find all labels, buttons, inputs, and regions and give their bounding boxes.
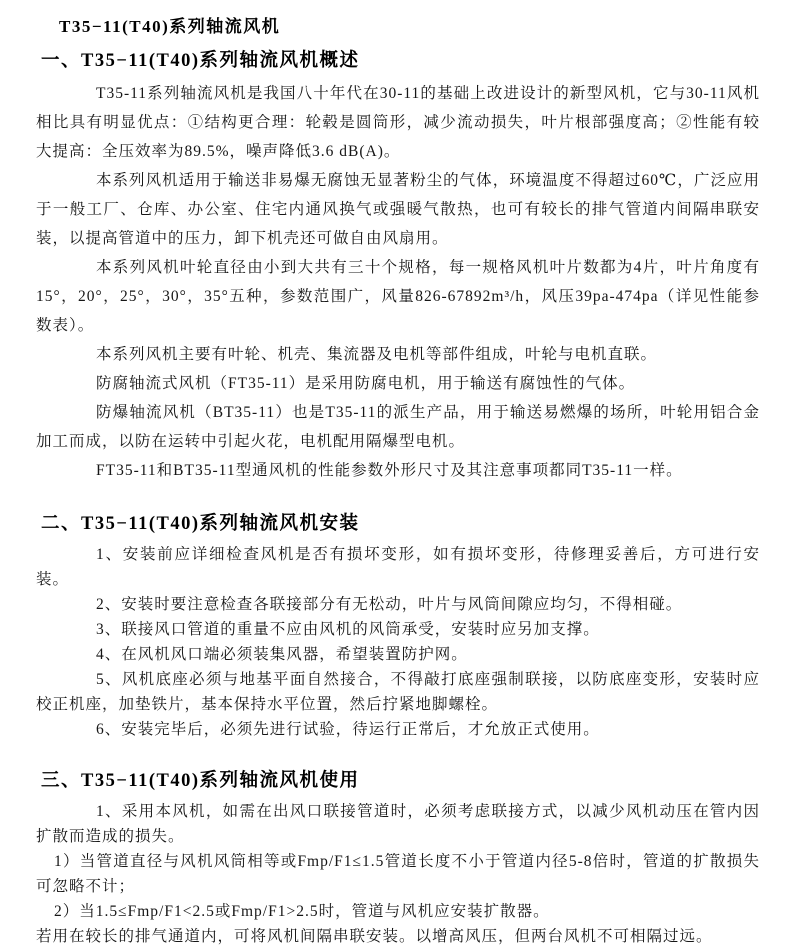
paragraph: 本系列风机叶轮直径由小到大共有三十个规格，每一规格风机叶片数都为4片，叶片角度有15°，20°，25°，30°，35°五种，参数范围广，风量826-67892m³/h，风压39pa-474pa（详见性能参数表）。 (36, 259, 760, 334)
paragraph: 本系列风机主要有叶轮、机壳、集流器及电机等部件组成，叶轮与电机直联。 (96, 346, 658, 363)
paragraph: T35-11系列轴流风机是我国八十年代在30-11的基础上改进设计的新型风机，它与30-11风机相比具有明显优点：①结构更合理：轮毂是圆筒形，减少流动损失，叶片根部强度高；②性能有较大提高：全压效率为89.5%，噪声降低3.6 dB(A)。 (36, 85, 760, 160)
section-usage (36, 766, 760, 949)
section-overview (36, 46, 760, 485)
doc-title: T35−11(T40)系列轴流风机 (59, 17, 281, 36)
section-heading-install: 二、T35−11(T40)系列轴流风机安装 (41, 514, 360, 534)
section-install (36, 509, 760, 742)
paragraph: 5、风机底座必须与地基平面自然接合，不得敲打底座强制联接，以防底座变形，安装时应校正机座，加垫铁片，基本保持水平位置，然后拧紧地脚螺栓。 (36, 671, 760, 713)
paragraph: 本系列风机适用于输送非易爆无腐蚀无显著粉尘的气体，环境温度不得超过60℃，广泛应用于一般工厂、仓库、办公室、住宅内通风换气或强暖气散热，也可有较长的排气管道内间隔串联安装，以提高管道中的压力，卸下机壳还可做自由风扇用。 (36, 172, 760, 247)
section-heading-usage: 三、T35−11(T40)系列轴流风机使用 (41, 771, 360, 791)
paragraph: 防爆轴流风机（BT35-11）也是T35-11的派生产品，用于输送易燃爆的场所，叶轮用铝合金加工而成，以防在运转中引起火花，电机配用隔爆型电机。 (36, 404, 760, 450)
paragraph: 4、在风机风口端必须装集风器，希望装置防护网。 (96, 646, 468, 663)
paragraph: 1、采用本风机，如需在出风口联接管道时，必须考虑联接方式，以减少风机动压在管内因扩散而造成的损失。 (36, 803, 760, 845)
paragraph: 1、安装前应详细检查风机是否有损坏变形，如有损坏变形，待修理妥善后，方可进行安装。 (36, 546, 760, 588)
paragraph: 1）当管道直径与风机风筒相等或Fmp/F1≤1.5管道长度不小于管道内径5-8倍时，管道的扩散损失可忽略不计； (36, 853, 760, 895)
paragraph: 3、联接风口管道的重量不应由风机的风筒承受，安装时应另加支撑。 (96, 621, 600, 638)
paragraph: 6、安装完毕后，必须先进行试验，待运行正常后，才允放正式使用。 (96, 721, 600, 738)
paragraph: 防腐轴流式风机（FT35-11）是采用防腐电机，用于输送有腐蚀性的气体。 (96, 375, 636, 392)
paragraph: 若用在较长的排气通道内，可将风机间隔串联安装。以增高风压，但两台风机不可相隔过远。 (36, 928, 713, 945)
paragraph: 2、安装时要注意检查各联接部分有无松动，叶片与风筒间隙应均匀，不得相碰。 (96, 596, 683, 613)
section-heading-overview: 一、T35−11(T40)系列轴流风机概述 (41, 51, 360, 71)
paragraph: 2）当1.5≤Fmp/F1<2.5或Fmp/F1>2.5时，管道与风机应安装扩散器。 (54, 903, 550, 920)
paragraph: FT35-11和BT35-11型通风机的性能参数外形尺寸及其注意事项都同T35-11一样。 (96, 462, 683, 479)
